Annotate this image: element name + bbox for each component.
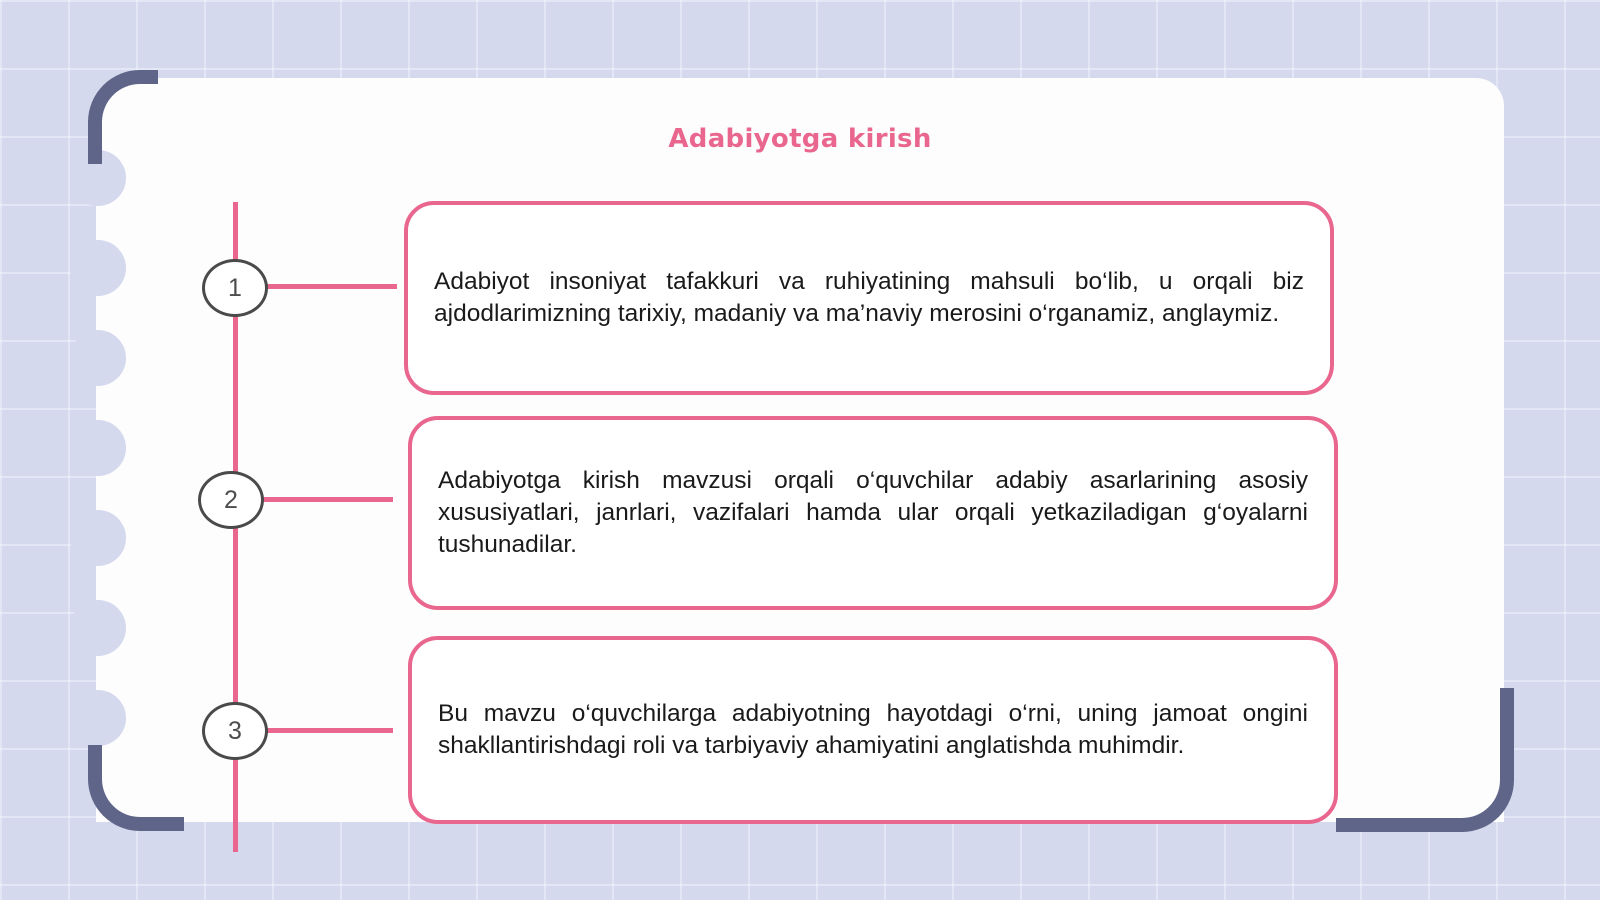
paper-notch bbox=[70, 240, 126, 296]
info-card-1 bbox=[404, 201, 1334, 395]
timeline-connector bbox=[260, 497, 393, 502]
step-number-3: 3 bbox=[202, 702, 268, 760]
paper-notch bbox=[70, 600, 126, 656]
paper-notch bbox=[70, 510, 126, 566]
card-text: Adabiyot insoniyat tafakkuri va ruhiyatining mahsuli bo‘lib, u orqali biz ajdodlarimizning tarixiy, madaniy va ma’naviy merosini o‘rganamiz, anglaymiz. bbox=[434, 268, 1304, 327]
timeline-connector bbox=[262, 728, 393, 733]
paper-notch bbox=[70, 690, 126, 746]
paper-notch bbox=[70, 420, 126, 476]
timeline-connector bbox=[262, 284, 397, 289]
card-text: Adabiyotga kirish mavzusi orqali o‘quvchilar adabiy asarlarining asosiy xususiyatlari, janrlari, vazifalari hamda ular orqali yetkaziladigan g‘oyalarni tushunadilar. bbox=[438, 467, 1308, 558]
step-number-1: 1 bbox=[202, 259, 268, 317]
info-card-3 bbox=[408, 636, 1338, 824]
frame-corner-bottom-right bbox=[1336, 688, 1514, 832]
paper-notch bbox=[70, 330, 126, 386]
info-card-2 bbox=[408, 416, 1338, 610]
card-text: Bu mavzu o‘quvchilarga adabiyotning hayotdagi o‘rni, uning jamoat ongini shakllantirishdagi roli va tarbiyaviy ahamiyatini anglatishda muhimdir. bbox=[438, 700, 1308, 759]
slide-title: Adabiyotga kirish bbox=[668, 124, 932, 154]
step-number-2: 2 bbox=[198, 471, 264, 529]
